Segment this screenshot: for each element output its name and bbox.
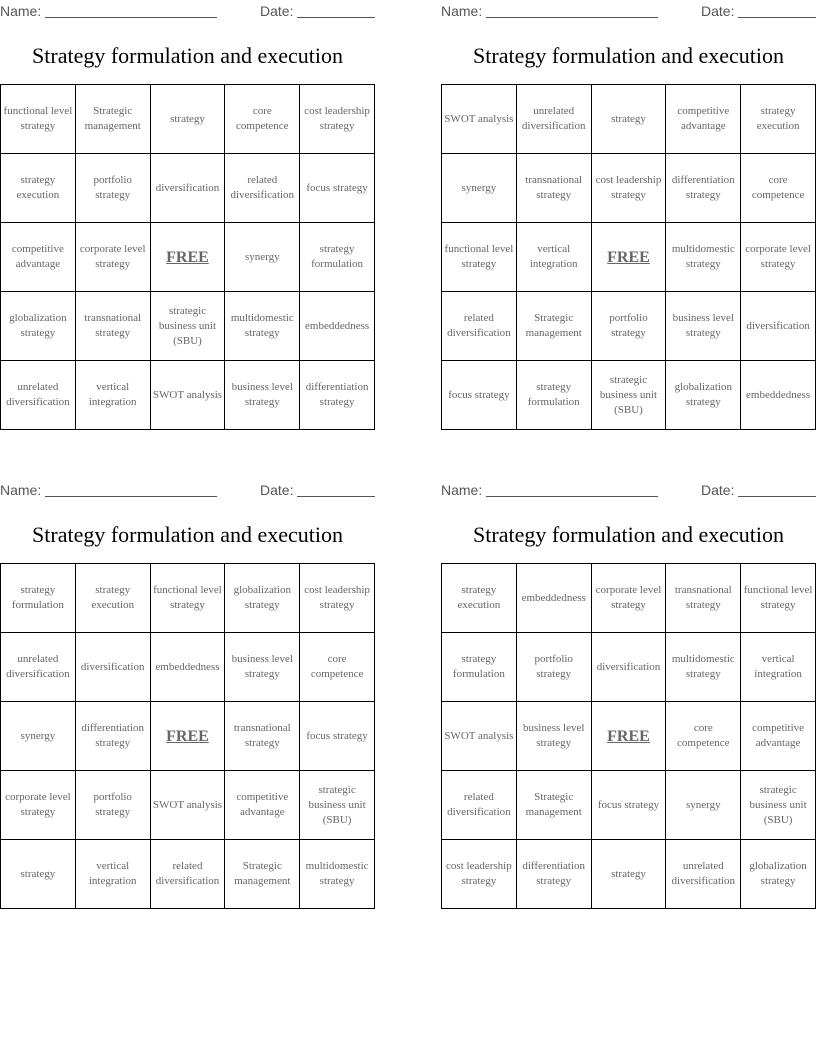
grid-cell: strategy formulation (300, 223, 375, 292)
name-label: Name: (0, 482, 42, 498)
name-blank-line (486, 496, 658, 497)
grid-cell: vertical integration (75, 361, 150, 430)
grid-cell: related diversification (442, 771, 517, 840)
name-date-header (441, 1, 816, 21)
grid-cell: strategy (150, 85, 225, 154)
grid-cell: differentiation strategy (666, 154, 741, 223)
grid-cell: corporate level strategy (591, 564, 666, 633)
grid-cell: business level strategy (516, 702, 591, 771)
grid-row (442, 840, 816, 909)
grid-cell: unrelated diversification (516, 85, 591, 154)
free-space: FREE (591, 223, 666, 292)
grid-row (442, 292, 816, 361)
grid-cell: unrelated diversification (666, 840, 741, 909)
grid-cell: competitive advantage (1, 223, 76, 292)
grid-cell: related diversification (225, 154, 300, 223)
grid-row (442, 564, 816, 633)
grid-row (442, 702, 816, 771)
grid-cell: strategy (591, 85, 666, 154)
grid-cell: diversification (591, 633, 666, 702)
grid-cell: embeddedness (150, 633, 225, 702)
bingo-grid (441, 563, 816, 909)
grid-cell: diversification (741, 292, 816, 361)
grid-cell: transnational strategy (666, 564, 741, 633)
grid-row (1, 85, 375, 154)
grid-cell: portfolio strategy (516, 633, 591, 702)
grid-cell: transnational strategy (516, 154, 591, 223)
grid-row (442, 361, 816, 430)
grid-cell: Strategic management (516, 292, 591, 361)
grid-cell: competitive advantage (666, 85, 741, 154)
grid-cell: transnational strategy (75, 292, 150, 361)
grid-cell: focus strategy (442, 361, 517, 430)
date-blank-line (297, 496, 375, 497)
date-blank-line (297, 17, 375, 18)
grid-cell: focus strategy (591, 771, 666, 840)
grid-cell: core competence (741, 154, 816, 223)
grid-cell: strategic business unit (SBU) (591, 361, 666, 430)
grid-cell: strategic business unit (SBU) (150, 292, 225, 361)
grid-cell: SWOT analysis (150, 771, 225, 840)
grid-row (442, 154, 816, 223)
grid-cell: strategy execution (741, 85, 816, 154)
grid-cell: cost leadership strategy (442, 840, 517, 909)
date-blank-line (738, 17, 816, 18)
grid-cell: functional level strategy (150, 564, 225, 633)
grid-cell: differentiation strategy (300, 361, 375, 430)
grid-cell: embeddedness (300, 292, 375, 361)
grid-cell: cost leadership strategy (591, 154, 666, 223)
name-blank-line (45, 17, 217, 18)
date-label: Date: (701, 482, 735, 498)
bingo-grid (441, 84, 816, 430)
grid-cell: related diversification (442, 292, 517, 361)
grid-cell: strategy formulation (1, 564, 76, 633)
grid-cell: strategic business unit (SBU) (741, 771, 816, 840)
grid-row (1, 564, 375, 633)
grid-cell: multidomestic strategy (666, 223, 741, 292)
grid-cell: cost leadership strategy (300, 85, 375, 154)
grid-cell: strategy formulation (516, 361, 591, 430)
grid-cell: strategy (1, 840, 76, 909)
grid-cell: competitive advantage (741, 702, 816, 771)
date-label: Date: (260, 482, 294, 498)
grid-cell: competitive advantage (225, 771, 300, 840)
grid-cell: core competence (225, 85, 300, 154)
grid-row (442, 223, 816, 292)
grid-cell: unrelated diversification (1, 361, 76, 430)
grid-cell: Strategic management (75, 85, 150, 154)
grid-row (442, 633, 816, 702)
name-label: Name: (441, 3, 483, 19)
grid-cell: Strategic management (516, 771, 591, 840)
grid-cell: synergy (1, 702, 76, 771)
grid-row (1, 361, 375, 430)
grid-cell: strategy execution (75, 564, 150, 633)
grid-cell: strategic business unit (SBU) (300, 771, 375, 840)
grid-row (1, 223, 375, 292)
grid-cell: synergy (666, 771, 741, 840)
name-date-header (441, 480, 816, 500)
grid-cell: unrelated diversification (1, 633, 76, 702)
grid-cell: core competence (300, 633, 375, 702)
grid-cell: strategy execution (442, 564, 517, 633)
card-title: Strategy formulation and execution (473, 522, 784, 547)
grid-cell: business level strategy (225, 361, 300, 430)
date-label: Date: (701, 3, 735, 19)
grid-cell: globalization strategy (1, 292, 76, 361)
grid-cell: business level strategy (225, 633, 300, 702)
grid-cell: strategy (591, 840, 666, 909)
grid-row (442, 85, 816, 154)
grid-cell: related diversification (150, 840, 225, 909)
date-label: Date: (260, 3, 294, 19)
grid-cell: synergy (225, 223, 300, 292)
free-space: FREE (591, 702, 666, 771)
grid-row (1, 771, 375, 840)
grid-cell: portfolio strategy (591, 292, 666, 361)
grid-cell: synergy (442, 154, 517, 223)
grid-cell: Strategic management (225, 840, 300, 909)
grid-cell: functional level strategy (1, 85, 76, 154)
grid-cell: vertical integration (516, 223, 591, 292)
grid-cell: SWOT analysis (442, 85, 517, 154)
grid-cell: functional level strategy (741, 564, 816, 633)
free-space: FREE (150, 702, 225, 771)
grid-cell: embeddedness (741, 361, 816, 430)
grid-cell: differentiation strategy (75, 702, 150, 771)
free-space: FREE (150, 223, 225, 292)
grid-cell: multidomestic strategy (666, 633, 741, 702)
grid-row (1, 702, 375, 771)
name-date-header (0, 480, 375, 500)
grid-cell: portfolio strategy (75, 154, 150, 223)
grid-cell: strategy formulation (442, 633, 517, 702)
grid-cell: SWOT analysis (442, 702, 517, 771)
grid-cell: differentiation strategy (516, 840, 591, 909)
grid-cell: diversification (75, 633, 150, 702)
grid-cell: globalization strategy (741, 840, 816, 909)
name-label: Name: (441, 482, 483, 498)
name-blank-line (486, 17, 658, 18)
bingo-grid (0, 84, 375, 430)
name-date-header (0, 1, 375, 21)
grid-cell: vertical integration (75, 840, 150, 909)
grid-cell: strategy execution (1, 154, 76, 223)
grid-row (1, 292, 375, 361)
grid-cell: multidomestic strategy (300, 840, 375, 909)
grid-cell: globalization strategy (666, 361, 741, 430)
grid-cell: transnational strategy (225, 702, 300, 771)
grid-cell: cost leadership strategy (300, 564, 375, 633)
grid-row (1, 154, 375, 223)
date-blank-line (738, 496, 816, 497)
grid-cell: globalization strategy (225, 564, 300, 633)
grid-cell: vertical integration (741, 633, 816, 702)
grid-cell: corporate level strategy (75, 223, 150, 292)
grid-cell: functional level strategy (442, 223, 517, 292)
grid-cell: business level strategy (666, 292, 741, 361)
grid-cell: core competence (666, 702, 741, 771)
grid-cell: portfolio strategy (75, 771, 150, 840)
grid-cell: focus strategy (300, 702, 375, 771)
card-title: Strategy formulation and execution (32, 43, 343, 68)
grid-cell: SWOT analysis (150, 361, 225, 430)
card-title: Strategy formulation and execution (32, 522, 343, 547)
grid-row (1, 840, 375, 909)
bingo-grid (0, 563, 375, 909)
grid-cell: diversification (150, 154, 225, 223)
name-blank-line (45, 496, 217, 497)
grid-cell: corporate level strategy (741, 223, 816, 292)
grid-row (1, 633, 375, 702)
grid-cell: corporate level strategy (1, 771, 76, 840)
grid-cell: embeddedness (516, 564, 591, 633)
grid-row (442, 771, 816, 840)
grid-cell: multidomestic strategy (225, 292, 300, 361)
name-label: Name: (0, 3, 42, 19)
card-title: Strategy formulation and execution (473, 43, 784, 68)
grid-cell: focus strategy (300, 154, 375, 223)
